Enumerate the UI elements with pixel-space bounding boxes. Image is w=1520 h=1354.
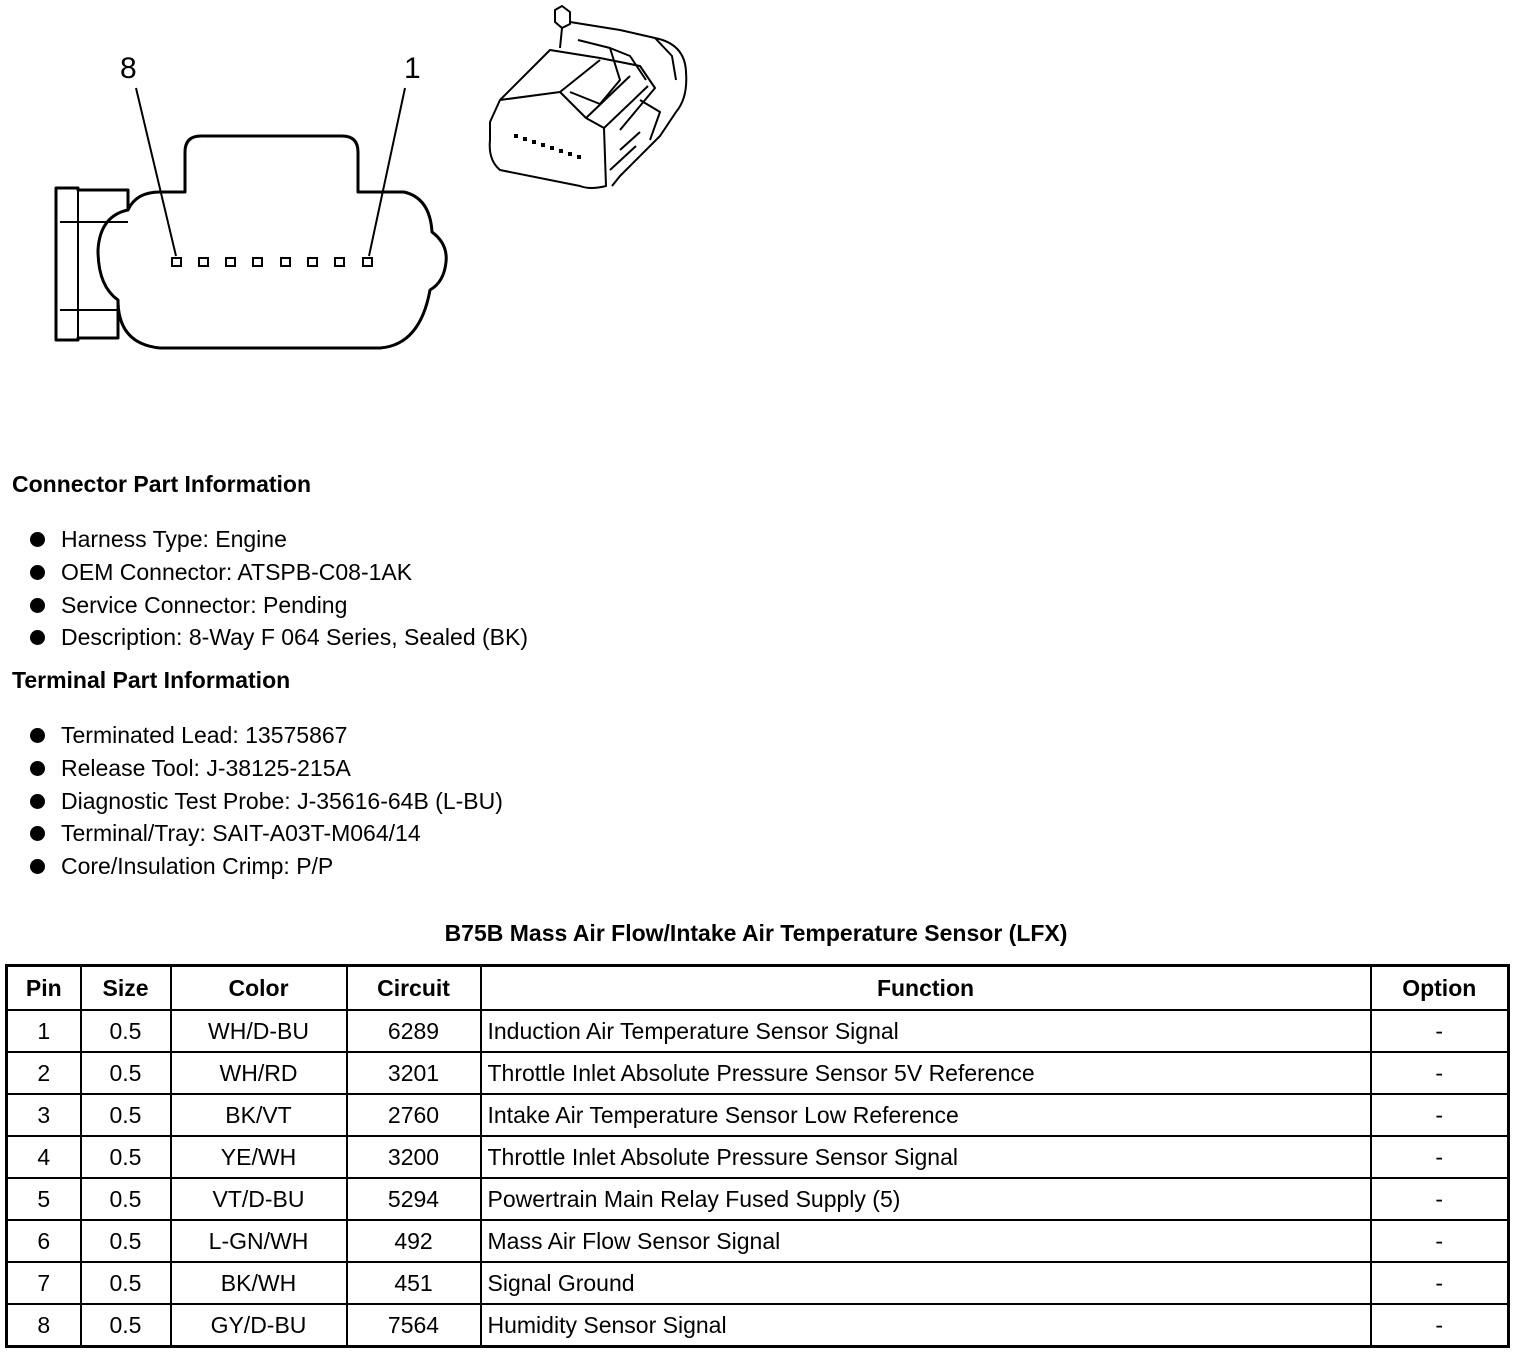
table-row [7, 1304, 1509, 1347]
table-title: B75B Mass Air Flow/Intake Air Temperature Sensor (LFX) [444, 920, 1068, 946]
table-row [7, 1094, 1509, 1136]
cell-color: WH/D-BU [171, 1010, 347, 1052]
pin-cavity [308, 258, 317, 266]
cell-color: BK/WH [171, 1262, 347, 1304]
list-item: Core/Insulation Crimp: P/P [30, 850, 503, 883]
cell-circuit: 6289 [347, 1010, 481, 1052]
cell-option: - [1371, 1010, 1509, 1052]
connector-info-list [30, 523, 528, 654]
cell-option: - [1371, 1094, 1509, 1136]
cell-option: - [1371, 1178, 1509, 1220]
cell-color: WH/RD [171, 1052, 347, 1094]
table-row [7, 1052, 1509, 1094]
cell-color: L-GN/WH [171, 1220, 347, 1262]
pin-cavity [226, 258, 235, 266]
cell-circuit: 3201 [347, 1052, 481, 1094]
column-header-color: Color [171, 966, 347, 1011]
cell-size: 0.5 [81, 1178, 171, 1220]
terminal-info-title: Terminal Part Information [12, 667, 291, 693]
table-row [7, 1262, 1509, 1304]
pin-cavity [172, 258, 181, 266]
list-item: Release Tool: J-38125-215A [30, 752, 503, 785]
cell-option: - [1371, 1052, 1509, 1094]
list-item: Diagnostic Test Probe: J-35616-64B (L-BU) [30, 785, 503, 818]
column-header-pin: Pin [7, 966, 81, 1011]
cell-function: Intake Air Temperature Sensor Low Reference [481, 1094, 1371, 1136]
pin-cavity [363, 258, 372, 266]
table-row [7, 1136, 1509, 1178]
column-header-size: Size [81, 966, 171, 1011]
column-header-option: Option [1371, 966, 1509, 1011]
pin-label-1: 1 [404, 52, 421, 85]
connector-info-title: Connector Part Information [12, 471, 312, 497]
cell-function: Throttle Inlet Absolute Pressure Sensor Signal [481, 1136, 1371, 1178]
cell-size: 0.5 [81, 1052, 171, 1094]
cell-circuit: 3200 [347, 1136, 481, 1178]
cell-size: 0.5 [81, 1094, 171, 1136]
list-item: Terminal/Tray: SAIT-A03T-M064/14 [30, 817, 503, 850]
cell-option: - [1371, 1262, 1509, 1304]
table-row [7, 1220, 1509, 1262]
cell-size: 0.5 [81, 1010, 171, 1052]
cell-circuit: 492 [347, 1220, 481, 1262]
connector-face-outline [98, 136, 446, 348]
table-header-row [7, 966, 1509, 1011]
connector-3d-illustration [490, 6, 687, 188]
cell-size: 0.5 [81, 1262, 171, 1304]
table-row [7, 1178, 1509, 1220]
pin-cavity [253, 258, 262, 266]
table-row [7, 1010, 1509, 1052]
pin1-leader [369, 88, 405, 256]
cell-pin: 1 [7, 1010, 81, 1052]
cell-size: 0.5 [81, 1136, 171, 1178]
cell-function: Signal Ground [481, 1262, 1371, 1304]
cell-pin: 7 [7, 1262, 81, 1304]
cell-circuit: 451 [347, 1262, 481, 1304]
pin-cavity [199, 258, 208, 266]
connector-diagram [0, 0, 700, 420]
cell-circuit: 5294 [347, 1178, 481, 1220]
cell-circuit: 2760 [347, 1094, 481, 1136]
cell-option: - [1371, 1136, 1509, 1178]
list-item: Harness Type: Engine [30, 523, 528, 556]
cell-color: BK/VT [171, 1094, 347, 1136]
cell-pin: 2 [7, 1052, 81, 1094]
terminal-info-list [30, 719, 503, 883]
cell-pin: 6 [7, 1220, 81, 1262]
pin8-leader [136, 88, 176, 256]
cell-option: - [1371, 1220, 1509, 1262]
cell-pin: 3 [7, 1094, 81, 1136]
cell-function: Induction Air Temperature Sensor Signal [481, 1010, 1371, 1052]
list-item: Description: 8-Way F 064 Series, Sealed (BK) [30, 621, 528, 654]
cell-size: 0.5 [81, 1220, 171, 1262]
connector-flange [56, 188, 128, 340]
cell-color: YE/WH [171, 1136, 347, 1178]
cell-pin: 8 [7, 1304, 81, 1347]
cell-pin: 4 [7, 1136, 81, 1178]
cell-size: 0.5 [81, 1304, 171, 1347]
list-item: Terminated Lead: 13575867 [30, 719, 503, 752]
cell-function: Throttle Inlet Absolute Pressure Sensor 5V Reference [481, 1052, 1371, 1094]
pin-cavity [335, 258, 344, 266]
column-header-circuit: Circuit [347, 966, 481, 1011]
cell-color: VT/D-BU [171, 1178, 347, 1220]
pin-label-8: 8 [120, 52, 137, 85]
pinout-table [5, 964, 1510, 1348]
list-item: Service Connector: Pending [30, 589, 528, 622]
list-item: OEM Connector: ATSPB-C08-1AK [30, 556, 528, 589]
cell-option: - [1371, 1304, 1509, 1347]
cell-function: Humidity Sensor Signal [481, 1304, 1371, 1347]
column-header-function: Function [481, 966, 1371, 1011]
cell-circuit: 7564 [347, 1304, 481, 1347]
cell-function: Mass Air Flow Sensor Signal [481, 1220, 1371, 1262]
cell-function: Powertrain Main Relay Fused Supply (5) [481, 1178, 1371, 1220]
pin-cavity [281, 258, 290, 266]
cell-color: GY/D-BU [171, 1304, 347, 1347]
cell-pin: 5 [7, 1178, 81, 1220]
